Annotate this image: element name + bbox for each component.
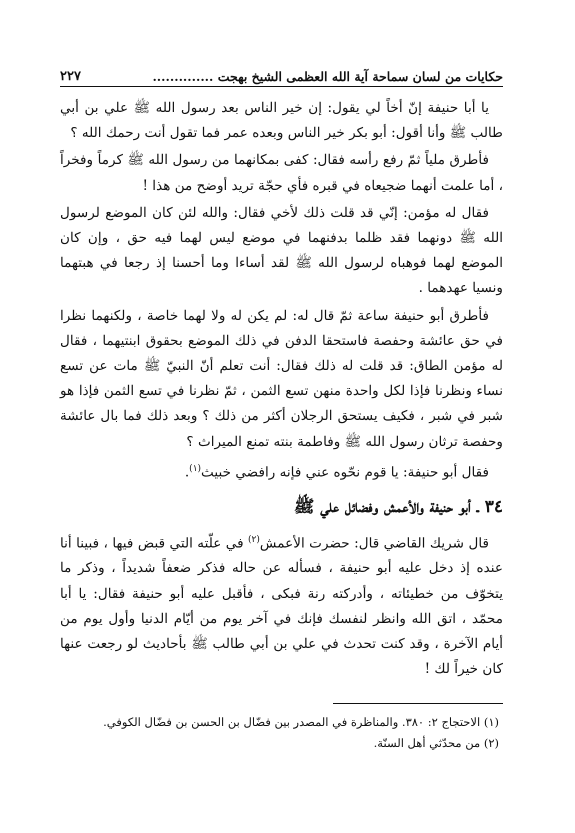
leader-dots: .............. [152, 69, 214, 84]
paragraph-2: فأطرق ملياً ثمّ رفع رأسه فقال: كفى بمكانهما من رسول الله ﷺ كرماً وفخراً ، أما علمت أنهما ضجيعاه في قبره فأي حجّة تريد أوضح من هذا ! [60, 152, 503, 194]
running-title: حكايات من لسان سماحة آية الله العظمى الشيخ بهجت .............. [152, 69, 503, 84]
footnote-ref-1: (١) [189, 463, 202, 474]
paragraph-3: فقال له مؤمن: إنّي قد قلت ذلك لأخي فقال: والله لئن كان الموضع لرسول الله ﷺ دونهما فقد ظلما بدفنهما في موضع ليس لهما فيه حق ، وإن كان الموضع لهما فوهباه لرسول الله ﷺ لقد أساءا وما أحسنا إذ رجعا في هبتهما ونسيا عهدهما . [60, 204, 503, 297]
footnote-1: (١) الاحتجاج ٢: ٣٨٠. والمناظرة في المصدر بين فضّال بن الحسن بن فضّال الكوفي. [103, 715, 499, 729]
section-heading: ٣٤ ـ أبو حنيفة والأعمش وفضائل علي ﷺ [293, 496, 503, 517]
paragraph-4: فأطرق أبو حنيفة ساعة ثمّ قال له: لم يكن له ولا لهما خاصة ، ولكنهما نظرا في حق عائشة وحفصة فاستحقا الدفن في ذلك الموضع بحقوق ابنتيهما ، فقال له مؤمن الطاق: قد قلت له ذلك فقال: أنت تعلم أنّ النبيّ ﷺ مات عن تسع نساء ونظرنا فإذا لكل واحدة منهن تسع الثمن ، ثمّ نظرنا في تسع الثمن فإذا هو شبر في شبر ، فكيف يستحق الرجلان أكثر من ذلك ؟ وبعد ذلك فما بال عائشة وحفصة ترثان رسول الله ﷺ وفاطمة بنته تمنع الميراث ؟ [60, 307, 503, 450]
paragraph-1: يا أبا حنيفة إنّ أخاً لي يقول: إن خير الناس بعد رسول الله ﷺ علي بن أبي طالب ﷺ وأنا أقول: أبو بكر خير الناس وبعده عمر فما تقول أنت رحمك الله ؟ [60, 100, 503, 142]
footnotes [60, 712, 499, 754]
footnote-ref-2: (٢) [248, 534, 260, 545]
body-text [60, 96, 503, 684]
paragraph-5: فقال أبو حنيفة: يا قوم نحّوه عني فإنه رافضي خبيث$^{(١)}$. [184, 463, 489, 481]
section-paragraph: قال شريك القاضي قال: حضرت الأعمش$^{(٢)}$ في علّته التي قبض فيها ، فبينا أنا عنده إذ دخل عليه أبو حنيفة ، فسأله عن حاله فذكر ضعفاً شديداً ، وذكر ما يتخوّف من خطيئاته ، وأدركته رنة فبكى ، فأقبل عليه أبو حنيفة فقال: يا أبا محمّد ، اتق الله وانظر لنفسك فإنك في آخر يوم من أيّام الدنيا وأول يوم من أيام الآخرة ، وقد كنت تحدث في علي بن أبي طالب ﷺ بأحاديث لو رجعت عنها كان خيراً لك ! [60, 534, 503, 678]
footnote-divider [333, 703, 503, 704]
page-header [60, 62, 503, 87]
page-number: ٢٢٧ [60, 69, 81, 84]
footnote-2: (٢) من محدّثي أهل السنّة. [373, 736, 499, 750]
